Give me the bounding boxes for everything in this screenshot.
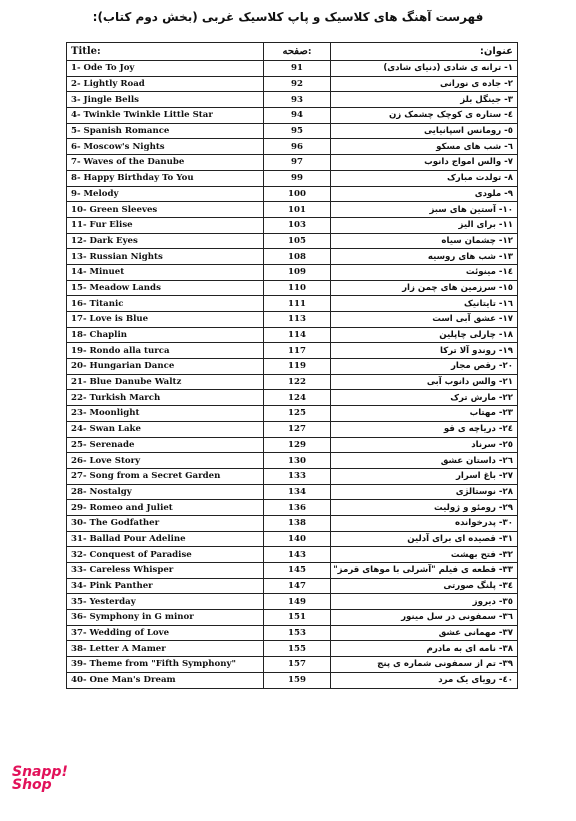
song-title-cell: 34- Pink Panther [67,578,264,594]
page-number-cell: 130 [264,453,331,469]
page-number-cell: 125 [264,406,331,422]
page-number-cell: 134 [264,484,331,500]
persian-title-cell: ۱۳- شب های روسیه [331,249,518,265]
song-title-cell: 29- Romeo and Juliet [67,500,264,516]
persian-title-cell: ۸- تولدت مبارک [331,170,518,186]
table-row [67,578,518,594]
page-number-cell: 145 [264,563,331,579]
table-row [67,594,518,610]
song-title-cell: 30- The Godfather [67,515,264,531]
persian-title-cell: ۳۳- قطعه ی فیلم "آشرلی با موهای قرمز" [331,563,518,579]
table-row [67,233,518,249]
table-row [67,327,518,343]
song-title-cell: 32- Conquest of Paradise [67,547,264,563]
song-title-cell: 24- Swan Lake [67,421,264,437]
song-title-cell: 17- Love is Blue [67,312,264,328]
song-title-cell: 15- Meadow Lands [67,280,264,296]
persian-title-cell: ۳۲- فتح بهشت [331,547,518,563]
song-title-cell: 40- One Man's Dream [67,672,264,688]
song-title-cell: 8- Happy Birthday To You [67,170,264,186]
page-number-cell: 157 [264,657,331,673]
table-row [67,296,518,312]
persian-title-cell: ۳٦- سمفونی در سل مینور [331,610,518,626]
persian-title-cell: ۲۱- والس دانوب آبی [331,374,518,390]
table-row [67,217,518,233]
song-title-cell: 5- Spanish Romance [67,123,264,139]
persian-title-cell: ۱۲- چشمان سیاه [331,233,518,249]
persian-title-cell: ۱- ترانه ی شادی (دنیای شادی) [331,61,518,77]
page-number-cell: 108 [264,249,331,265]
table-row [67,170,518,186]
song-title-cell: 22- Turkish March [67,390,264,406]
persian-title-cell: ۲۲- مارش ترک [331,390,518,406]
page-number-cell: 103 [264,217,331,233]
song-title-cell: 23- Moonlight [67,406,264,422]
persian-title-cell: ۳۰- پدرخوانده [331,515,518,531]
page-number-cell: 110 [264,280,331,296]
persian-title-cell: ۲۰- رقص مجار [331,359,518,375]
page-number-cell: 149 [264,594,331,610]
table-header-row [67,43,518,61]
song-title-cell: 38- Letter A Mamer [67,641,264,657]
table-row [67,625,518,641]
page-number-cell: 113 [264,312,331,328]
page-number-cell: 136 [264,500,331,516]
page-number-cell: 91 [264,61,331,77]
song-title-cell: 37- Wedding of Love [67,625,264,641]
table-row [67,202,518,218]
table-row [67,123,518,139]
table-row [67,249,518,265]
persian-title-cell: ٥- رومانس اسپانیایی [331,123,518,139]
table-row [67,657,518,673]
song-title-cell: 25- Serenade [67,437,264,453]
table-row [67,108,518,124]
table-row [67,186,518,202]
persian-title-cell: ۳۸- نامه ای به مادرم [331,641,518,657]
song-title-cell: 6- Moscow's Nights [67,139,264,155]
table-row [67,280,518,296]
persian-title-cell: ۳- جینگل بلز [331,92,518,108]
page-number-cell: 159 [264,672,331,688]
table-row [67,641,518,657]
song-title-cell: 1- Ode To Joy [67,61,264,77]
table-row [67,312,518,328]
page-number-cell: 96 [264,139,331,155]
song-title-cell: 9- Melody [67,186,264,202]
page-number-cell: 147 [264,578,331,594]
page-number-cell: 109 [264,264,331,280]
song-title-cell: 18- Chaplin [67,327,264,343]
song-title-cell: 11- Fur Elise [67,217,264,233]
page-number-cell: 117 [264,343,331,359]
persian-title-cell: ۲٦- داستان عشق [331,453,518,469]
persian-title-cell: ۲۸- نوستالژی [331,484,518,500]
song-title-cell: 27- Song from a Secret Garden [67,468,264,484]
table-row [67,343,518,359]
song-title-cell: 33- Careless Whisper [67,563,264,579]
persian-title-cell: ۱۰- آستین های سبز [331,202,518,218]
persian-title-cell: ۳۱- قصیده ای برای آدلین [331,531,518,547]
page-number-cell: 119 [264,359,331,375]
page-number-cell: 138 [264,515,331,531]
page-heading: فهرست آهنگ های کلاسیک و پاپ کلاسیک غربی (بخش دوم کتاب): [92,10,484,24]
table-row [67,406,518,422]
page-number-cell: 124 [264,390,331,406]
table-row [67,610,518,626]
page-number-cell: 122 [264,374,331,390]
page-number-cell: 95 [264,123,331,139]
table-row [67,374,518,390]
persian-title-cell: ۲۳- مهتاب [331,406,518,422]
persian-title-cell: ۳۹- تم از سمفونی شماره ی پنج [331,657,518,673]
song-title-cell: 16- Titanic [67,296,264,312]
song-title-cell: 31- Ballad Pour Adeline [67,531,264,547]
page-number-cell: 143 [264,547,331,563]
table-row [67,437,518,453]
page-number-cell: 151 [264,610,331,626]
page-number-cell: 155 [264,641,331,657]
table-row [67,155,518,171]
persian-title-cell: ۳٤- پلنگ صورتی [331,578,518,594]
song-title-cell: 21- Blue Danube Waltz [67,374,264,390]
song-title-cell: 13- Russian Nights [67,249,264,265]
table-row [67,672,518,688]
persian-title-cell: ۲٤- دریاچه ی قو [331,421,518,437]
snapp-shop-logo [12,766,68,792]
table-row [67,390,518,406]
table-row [67,531,518,547]
song-title-cell: 12- Dark Eyes [67,233,264,249]
persian-title-cell: ٤۰- رویای یک مرد [331,672,518,688]
persian-title-cell: ۱٤- مینوئت [331,264,518,280]
persian-title-cell: ۱۸- چارلی چاپلین [331,327,518,343]
table-row [67,484,518,500]
persian-title-cell: ۲۹- رومئو و ژولیت [331,500,518,516]
page-number-cell: 111 [264,296,331,312]
header-persian-title: عنوان: [331,43,518,61]
table-row [67,468,518,484]
page-number-cell: 114 [264,327,331,343]
page-number-cell: 153 [264,625,331,641]
page-number-cell: 101 [264,202,331,218]
header-page: صفحه: [264,43,331,61]
persian-title-cell: ۲- جاده ی نورانی [331,76,518,92]
persian-title-cell: ۲٥- سرناد [331,437,518,453]
persian-title-cell: ۱۱- برای الیز [331,217,518,233]
table-row [67,547,518,563]
page-number-cell: 129 [264,437,331,453]
persian-title-cell: ۱۹- روندو آلا ترکا [331,343,518,359]
song-title-cell: 26- Love Story [67,453,264,469]
song-title-cell: 14- Minuet [67,264,264,280]
page-number-cell: 93 [264,92,331,108]
table-row [67,264,518,280]
persian-title-cell: ٤- ستاره ی کوچک چشمک زن [331,108,518,124]
persian-title-cell: ۲۷- باغ اسرار [331,468,518,484]
page-number-cell: 105 [264,233,331,249]
song-title-cell: 2- Lightly Road [67,76,264,92]
song-title-cell: 28- Nostalgy [67,484,264,500]
persian-title-cell: ۹- ملودی [331,186,518,202]
logo-line-2: Shop [12,777,52,793]
song-title-cell: 4- Twinkle Twinkle Little Star [67,108,264,124]
song-title-cell: 36- Symphony in G minor [67,610,264,626]
persian-title-cell: ۱۷- عشق آبی است [331,312,518,328]
page-number-cell: 99 [264,170,331,186]
table-body [67,61,518,689]
persian-title-cell: ۳٥- دیروز [331,594,518,610]
song-title-cell: 20- Hungarian Dance [67,359,264,375]
persian-title-cell: ٦- شب های مسکو [331,139,518,155]
table-row [67,92,518,108]
logo-line-1: Snapp! [12,764,68,780]
table-row [67,515,518,531]
page-number-cell: 127 [264,421,331,437]
page-number-cell: 100 [264,186,331,202]
song-title-cell: 35- Yesterday [67,594,264,610]
header-title: Title: [67,43,264,61]
persian-title-cell: ۱٥- سرزمین های چمن زار [331,280,518,296]
table-row [67,500,518,516]
song-title-cell: 7- Waves of the Danube [67,155,264,171]
persian-title-cell: ۷- والس امواج دانوب [331,155,518,171]
song-title-cell: 39- Theme from "Fifth Symphony" [67,657,264,673]
table-row [67,421,518,437]
page-number-cell: 97 [264,155,331,171]
song-title-cell: 10- Green Sleeves [67,202,264,218]
table-row [67,76,518,92]
persian-title-cell: ۳۷- مهمانی عشق [331,625,518,641]
persian-title-cell: ۱٦- تایتانیک [331,296,518,312]
songs-table [66,42,518,689]
song-title-cell: 19- Rondo alla turca [67,343,264,359]
page-number-cell: 92 [264,76,331,92]
page-number-cell: 140 [264,531,331,547]
table-row [67,61,518,77]
page-number-cell: 133 [264,468,331,484]
table-row [67,139,518,155]
song-title-cell: 3- Jingle Bells [67,92,264,108]
table-row [67,563,518,579]
table-row [67,359,518,375]
table-row [67,453,518,469]
page-number-cell: 94 [264,108,331,124]
